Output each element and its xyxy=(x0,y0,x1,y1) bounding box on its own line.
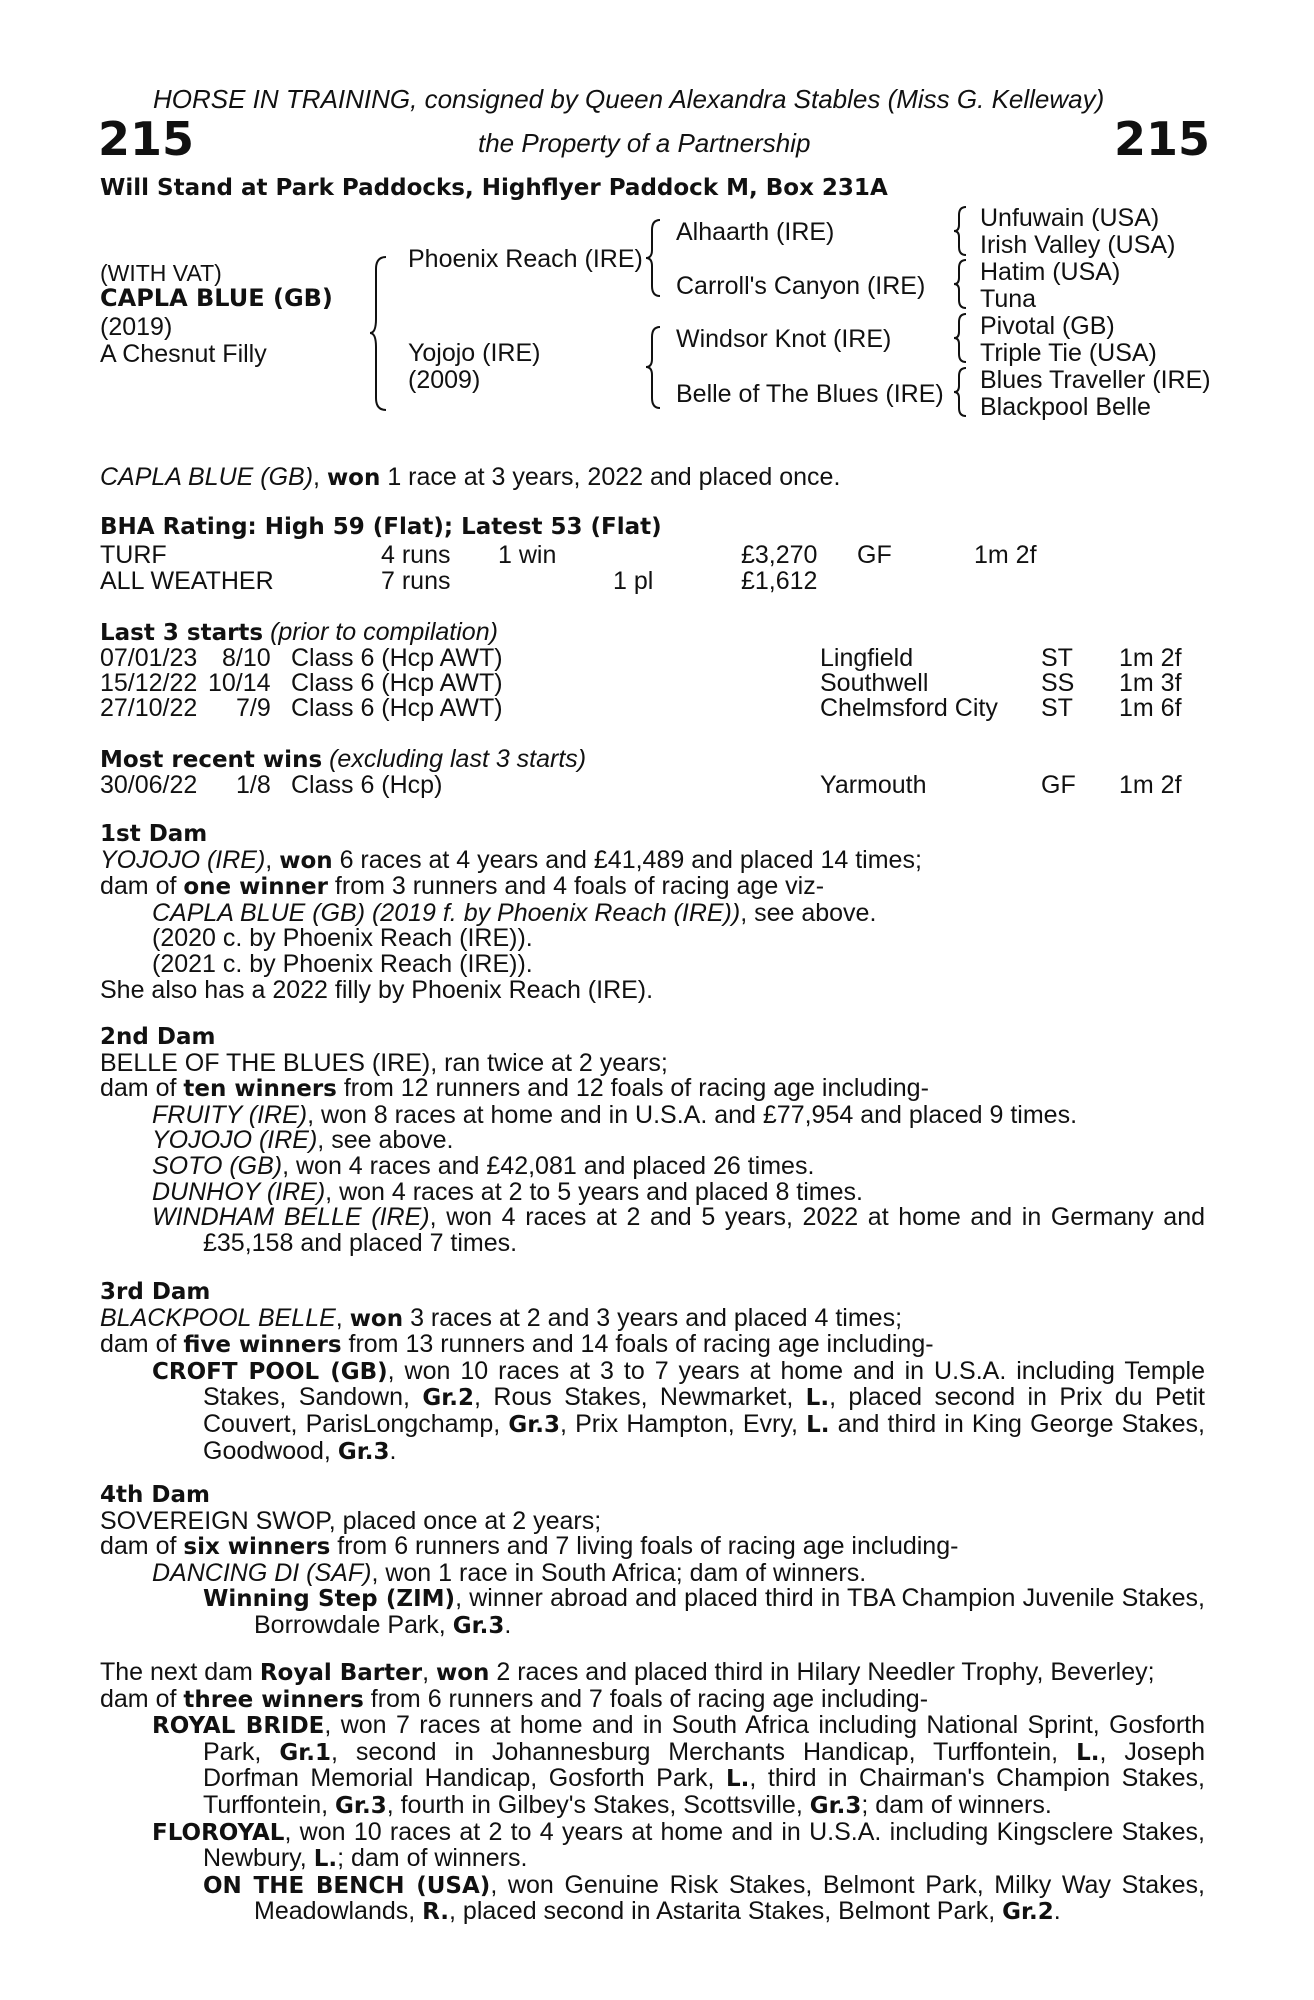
grandparent-7: Blues Traveller (IRE) xyxy=(980,366,1211,394)
start-date: 07/01/23 xyxy=(100,644,198,672)
rating-earnings: £3,270 xyxy=(741,541,818,569)
start-distance: 1m 3f xyxy=(1119,669,1182,697)
rating-surface: TURF xyxy=(100,541,167,569)
rating-placed: 1 pl xyxy=(613,567,654,595)
grandparent-3: Hatim (USA) xyxy=(980,258,1121,286)
last3-note: (prior to compilation) xyxy=(263,618,498,646)
horse-name: CAPLA BLUE (GB) xyxy=(100,284,333,312)
next-dam-prefix: The next dam xyxy=(100,1658,260,1686)
offspring-record: , third in Chairman's Champion Stakes, Turffontein, xyxy=(203,1764,1205,1819)
dam-record: 6 races at 4 years and £41,489 and placed 14 times; xyxy=(332,845,922,874)
race-grade: Gr.2 xyxy=(422,1385,475,1412)
rating-distance: 1m 2f xyxy=(974,541,1037,569)
start-distance: 1m 2f xyxy=(1119,644,1182,672)
winners-count: five winners xyxy=(183,1332,342,1359)
summary-name: CAPLA BLUE (GB) xyxy=(100,463,314,491)
last3-heading-text: Last 3 starts xyxy=(100,620,264,646)
dam-record: 2 races and placed third in Hilary Needler Trophy, Beverley; xyxy=(489,1658,1155,1686)
offspring-name: WINDHAM BELLE (IRE) xyxy=(152,1203,430,1232)
start-position: 10/14 xyxy=(208,669,271,697)
dam-note: She also has a 2022 filly by Phoenix Reach (IRE). xyxy=(100,975,654,1004)
winners-count: six winners xyxy=(183,1534,331,1561)
sire-name: Phoenix Reach (IRE) xyxy=(408,245,643,273)
dam-name: Yojojo (IRE) xyxy=(408,339,541,367)
start-class: Class 6 (Hcp AWT) xyxy=(291,694,503,722)
start-course: Southwell xyxy=(820,669,929,697)
rating-row-allweather xyxy=(100,567,1220,593)
recent-row xyxy=(100,771,1220,797)
sire-sire: Alhaarth (IRE) xyxy=(676,218,835,246)
win-date: 30/06/22 xyxy=(100,771,198,799)
start-going: ST xyxy=(1041,694,1073,722)
race-grade: Gr.1 xyxy=(279,1739,331,1766)
horse-description: A Chesnut Filly xyxy=(100,340,267,368)
winners-count: ten winners xyxy=(183,1076,337,1103)
summary-rest: 1 race at 3 years, 2022 and placed once. xyxy=(380,463,841,491)
offspring-record: , second in Johannesburg Merchants Handicap, Turffontein, xyxy=(331,1737,1077,1766)
fourth-dam-section xyxy=(100,1483,1205,1640)
last3-row xyxy=(100,644,1220,670)
offspring-record: ; dam of winners. xyxy=(861,1790,1052,1819)
offspring-record: , see above. xyxy=(317,1126,454,1155)
pedigree-brace-sire xyxy=(644,218,666,298)
offspring-name: CROFT POOL (GB) xyxy=(152,1358,388,1385)
dam-name: YOJOJO (IRE) xyxy=(100,845,266,874)
offspring-record: , won 7 races at home and in South Africa including National Sprint, Gosforth Park, xyxy=(203,1711,1205,1766)
offspring-name: SOTO (GB) xyxy=(152,1151,283,1180)
section-heading: 3rd Dam xyxy=(100,1279,211,1305)
last3-row xyxy=(100,669,1220,695)
winners-count: one winner xyxy=(183,874,328,901)
offspring-record: , winner abroad and placed third in TBA Champion Juvenile Stakes, Borrowdale Park, xyxy=(254,1584,1205,1639)
grandparent-2: Irish Valley (USA) xyxy=(980,231,1176,259)
dam-name: BLACKPOOL BELLE xyxy=(100,1303,336,1332)
offspring-record: , Rous Stakes, Newmarket, xyxy=(474,1383,806,1412)
start-course: Lingfield xyxy=(820,644,914,672)
offspring-name: CAPLA BLUE (GB) xyxy=(152,898,366,927)
produce-rest: from 6 runners and 7 foals of racing age including- xyxy=(363,1684,929,1713)
next-dam-section xyxy=(100,1660,1205,1926)
recent-note: (excluding last 3 starts) xyxy=(322,745,587,773)
start-position: 8/10 xyxy=(222,644,271,672)
pedigree-brace-g1 xyxy=(952,205,970,257)
win-position: 1/8 xyxy=(236,771,271,799)
offspring-record: . xyxy=(504,1610,512,1639)
offspring-record: , won 4 races and £42,081 and placed 26 times. xyxy=(282,1151,815,1180)
summary-line: CAPLA BLUE (GB), won 1 race at 3 years, 2022 and placed once. xyxy=(100,463,841,491)
produce-prefix: dam of xyxy=(100,1532,184,1561)
offspring-record: , won 10 races at 3 to 7 years at home and in U.S.A. including Temple Stakes, Sandown, xyxy=(203,1356,1205,1412)
recent-heading xyxy=(100,745,586,774)
separator: , xyxy=(335,1303,350,1332)
won-label: won xyxy=(435,1660,490,1686)
first-dam-section xyxy=(100,822,1205,1003)
offspring-record: ; dam of winners. xyxy=(337,1844,528,1873)
rating-row-turf xyxy=(100,541,1220,567)
sire-dam: Carroll's Canyon (IRE) xyxy=(676,272,926,300)
pedigree-brace-main xyxy=(368,255,394,412)
separator: , xyxy=(422,1658,436,1686)
race-grade: L. xyxy=(805,1385,830,1412)
offspring-name: FRUITY (IRE) xyxy=(152,1100,308,1129)
race-grade: Gr.2 xyxy=(1002,1899,1054,1926)
horse-year: (2019) xyxy=(100,313,173,341)
race-grade: Gr.3 xyxy=(508,1411,561,1438)
offspring-name: ON THE BENCH (USA) xyxy=(203,1872,491,1899)
summary-won: won xyxy=(326,465,381,491)
produce-prefix: dam of xyxy=(100,1684,184,1713)
offspring-name: DANCING DI (SAF) xyxy=(152,1558,372,1587)
lot-number-right: 215 xyxy=(1114,112,1211,166)
dam-record: SOVEREIGN SWOP, placed once at 2 years; xyxy=(100,1506,602,1535)
won-label: won xyxy=(279,847,333,874)
offspring-entry: (2020 c. by Phoenix Reach (IRE)). xyxy=(152,924,533,953)
grandparent-8: Blackpool Belle xyxy=(980,393,1151,421)
race-grade: L. xyxy=(313,1846,338,1873)
last3-row xyxy=(100,694,1220,720)
win-course: Yarmouth xyxy=(820,771,927,799)
dam-sire: Windsor Knot (IRE) xyxy=(676,325,892,353)
rating-earnings: £1,612 xyxy=(741,567,818,595)
offspring-record: and third in King George Stakes, Goodwood, xyxy=(203,1409,1206,1465)
offspring-record: , won Genuine Risk Stakes, Belmont Park, Milky Way Stakes, Meadowlands, xyxy=(254,1870,1205,1926)
rating-runs: 7 runs xyxy=(381,567,451,595)
race-grade: Gr.3 xyxy=(452,1612,505,1639)
rating-wins: 1 win xyxy=(498,541,557,569)
produce-prefix: dam of xyxy=(100,1074,184,1103)
won-label: won xyxy=(349,1305,404,1332)
win-distance: 1m 2f xyxy=(1119,771,1182,799)
offspring-record: , Prix Hampton, Evry, xyxy=(560,1409,807,1438)
produce-rest: from 3 runners and 4 foals of racing age viz- xyxy=(327,872,825,901)
dam-record: BELLE OF THE BLUES (IRE), ran twice at 2 years; xyxy=(100,1048,668,1077)
win-class: Class 6 (Hcp) xyxy=(291,771,443,799)
offspring-record: , won 4 races at 2 and 5 years, 2022 at home and in Germany and £35,158 and placed 7 times. xyxy=(203,1203,1205,1257)
produce-prefix: dam of xyxy=(100,1330,184,1359)
race-grade: L. xyxy=(806,1411,830,1438)
start-class: Class 6 (Hcp AWT) xyxy=(291,644,503,672)
race-grade: R. xyxy=(422,1899,450,1926)
lot-number-left: 215 xyxy=(98,112,195,166)
grandparent-1: Unfuwain (USA) xyxy=(980,204,1160,232)
third-dam-section xyxy=(100,1280,1205,1465)
offspring-record: , see above. xyxy=(740,898,877,927)
race-grade: L. xyxy=(1076,1739,1100,1766)
produce-rest: from 12 runners and 12 foals of racing age including- xyxy=(336,1074,929,1103)
section-heading: 1st Dam xyxy=(100,821,208,847)
offspring-record: . xyxy=(1053,1897,1061,1926)
offspring-name: YOJOJO (IRE) xyxy=(152,1126,318,1155)
separator: , xyxy=(265,845,280,874)
pedigree-brace-g4 xyxy=(952,366,970,418)
start-going: SS xyxy=(1041,669,1075,697)
offspring-record: , Joseph Dorfman Memorial Handicap, Gosforth Park, xyxy=(203,1737,1205,1793)
start-class: Class 6 (Hcp AWT) xyxy=(291,669,503,697)
dam-record: 3 races at 2 and 3 years and placed 4 times; xyxy=(403,1303,903,1332)
produce-rest: from 6 runners and 7 living foals of racing age including- xyxy=(330,1532,959,1561)
rating-going: GF xyxy=(857,541,892,569)
offspring-name: FLOROYAL xyxy=(152,1819,285,1846)
offspring-record: , won 1 race in South Africa; dam of winners. xyxy=(371,1558,867,1587)
offspring-record: , fourth in Gilbey's Stakes, Scottsville, xyxy=(386,1790,810,1819)
offspring-name: ROYAL BRIDE xyxy=(152,1713,325,1740)
recent-heading-text: Most recent wins xyxy=(100,747,323,773)
offspring-record: , placed second in Astarita Stakes, Belmont Park, xyxy=(449,1897,1003,1926)
offspring-record: , placed second in Prix du Petit Couvert, ParisLongchamp, xyxy=(203,1383,1206,1438)
start-position: 7/9 xyxy=(236,694,271,722)
pedigree-brace-g3 xyxy=(952,312,970,364)
second-dam-section xyxy=(100,1025,1205,1256)
race-grade: Gr.3 xyxy=(337,1438,390,1465)
win-going: GF xyxy=(1041,771,1076,799)
grandparent-4: Tuna xyxy=(980,285,1037,313)
section-heading: 4th Dam xyxy=(100,1482,210,1508)
offspring-entry: (2021 c. by Phoenix Reach (IRE)). xyxy=(152,949,533,978)
vat-label: (WITH VAT) xyxy=(100,260,222,286)
section-heading: 2nd Dam xyxy=(100,1024,216,1050)
start-going: ST xyxy=(1041,644,1073,672)
grandparent-5: Pivotal (GB) xyxy=(980,312,1115,340)
offspring-name: DUNHOY (IRE) xyxy=(152,1177,326,1206)
start-course: Chelmsford City xyxy=(820,694,998,722)
race-grade: L. xyxy=(726,1766,750,1793)
start-distance: 1m 6f xyxy=(1119,694,1182,722)
stand-line: Will Stand at Park Paddocks, Highflyer Paddock M, Box 231A xyxy=(100,175,888,201)
race-grade: Gr.3 xyxy=(335,1792,387,1819)
grandparent-6: Triple Tie (USA) xyxy=(980,339,1157,367)
offspring-record: , won 10 races at 2 to 4 years at home and in U.S.A. including Kingsclere Stakes, Newbury, xyxy=(203,1817,1205,1873)
consignor-line: HORSE IN TRAINING, consigned by Queen Alexandra Stables (Miss G. Kelleway) xyxy=(153,84,1105,114)
pedigree-brace-g2 xyxy=(952,258,970,310)
start-date: 27/10/22 xyxy=(100,694,198,722)
dam-dam: Belle of The Blues (IRE) xyxy=(676,380,944,408)
start-date: 15/12/22 xyxy=(100,669,198,697)
race-grade: Gr.3 xyxy=(809,1792,862,1819)
dam-name: Royal Barter xyxy=(259,1660,423,1686)
dam-year: (2009) xyxy=(408,366,481,394)
winners-count: three winners xyxy=(183,1686,364,1713)
produce-prefix: dam of xyxy=(100,872,184,901)
offspring-record: , won 8 races at home and in U.S.A. and £77,954 and placed 9 times. xyxy=(307,1100,1078,1129)
offspring-record: . xyxy=(389,1436,397,1465)
rating-heading: BHA Rating: High 59 (Flat); Latest 53 (Flat) xyxy=(100,514,662,540)
offspring-record: , won 4 races at 2 to 5 years and placed 8 times. xyxy=(325,1177,863,1206)
offspring-detail: (2019 f. by Phoenix Reach (IRE)) xyxy=(365,898,741,927)
last3-heading xyxy=(100,618,498,647)
property-line: the Property of a Partnership xyxy=(478,128,811,158)
offspring-name: Winning Step (ZIM) xyxy=(203,1586,456,1613)
produce-rest: from 13 runners and 14 foals of racing age including- xyxy=(341,1330,934,1359)
rating-surface: ALL WEATHER xyxy=(100,567,274,595)
pedigree-brace-dam xyxy=(644,325,666,410)
rating-runs: 4 runs xyxy=(381,541,451,569)
